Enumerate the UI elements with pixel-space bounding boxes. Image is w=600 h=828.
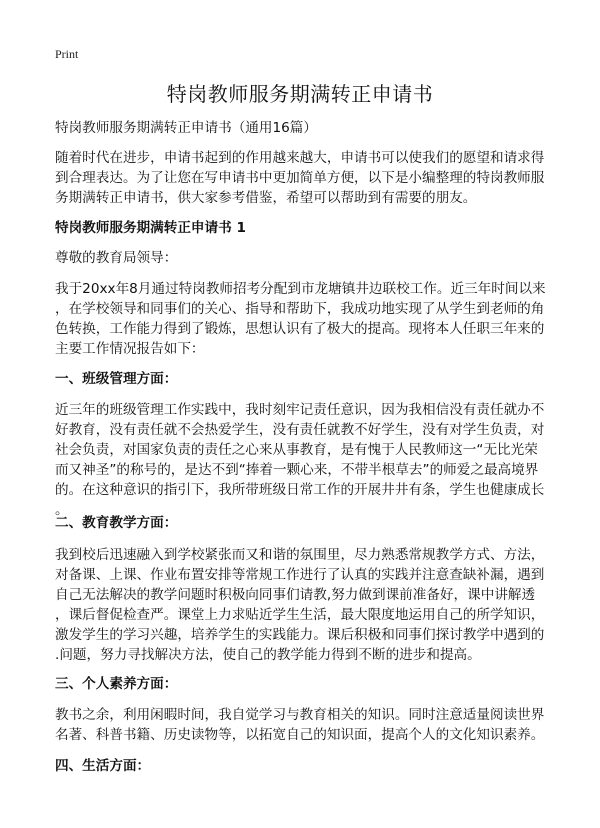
text-line: .问题，努力寻找解决方法，使自己的教学能力得到不断的进步和提高。: [55, 647, 481, 663]
heading-life: [55, 756, 555, 776]
heading-teaching: [55, 513, 555, 533]
heading-text: 四、生活方面：: [55, 758, 151, 774]
paragraph-3: [55, 545, 555, 665]
intro-paragraph: [55, 148, 555, 208]
section-title: [55, 218, 555, 238]
text-line: 我于20xx年8月通过特岗教师招考分配到市龙塘镇井边联校工作。近三年时间以来: [55, 281, 546, 297]
heading-text: 三、个人素养方面：: [55, 676, 178, 692]
print-link[interactable]: Print: [55, 47, 79, 61]
heading-class-management: [55, 369, 555, 389]
heading-text: 一、班级管理方面：: [55, 371, 178, 387]
text-line: 的。在这种意识的指引下，我所带班级日常工作的开展井井有条，学生也健康成长: [55, 482, 545, 498]
heading-text: 二、教育教学方面：: [55, 515, 178, 531]
text-line: 社会负责，对国家负责的责任之心来从事教育，是有愧于人民教师这一“无比光荣: [55, 442, 538, 458]
heading-personal-quality: [55, 674, 555, 694]
text-line: 色转换，工作能力得到了锻炼，思想认识有了极大的提高。现将本人任职三年来的: [55, 321, 545, 337]
text-line: 随着时代在进步，申请书起到的作用越来越大，申请书可以使我们的愿望和请求得: [55, 150, 545, 166]
salutation: [55, 248, 555, 268]
text-line: ，课后督促检查严。课堂上力求贴近学生生活，最大限度地运用自己的所学知识，: [55, 607, 545, 623]
text-line: 而又神圣”的称号的，是达不到“捧着一颗心来，不带半根草去”的师爱之最高境界: [55, 462, 539, 478]
text-line: 对备课、上课、作业布置安排等常规工作进行了认真的实践并注意查缺补漏，遇到: [55, 567, 545, 583]
text-line: 名著、科普书籍、历史读物等，以拓宽自己的知识面，提高个人的文化知识素养。: [55, 727, 545, 743]
section-title-text: 特岗教师服务期满转正申请书 1: [55, 220, 246, 236]
paragraph-2: [55, 400, 555, 520]
text-line: 。: [55, 502, 69, 518]
text-line: 自己无法解决的教学问题时积极向同事们请教,努力做到课前准备好，课中讲解透: [55, 587, 536, 603]
subtitle: [55, 118, 555, 138]
salutation-text: 尊敬的教育局领导：: [55, 250, 178, 266]
paragraph-4: [55, 705, 555, 745]
text-line: 到合理表达。为了让您在写申请书中更加简单方便，以下是小编整理的特岗教师服: [55, 170, 545, 186]
paragraph-1: [55, 279, 555, 359]
subtitle-text: 特岗教师服务期满转正申请书（通用16篇）: [55, 120, 317, 136]
text-line: 教书之余，利用闲暇时间，我自觉学习与教育相关的知识。同时注意适量阅读世界: [55, 707, 545, 723]
text-line: 好教育，没有责任就不会热爱学生，没有责任就教不好学生，没有对学生负责，对: [55, 422, 545, 438]
text-line: 主要工作情况报告如下：: [55, 341, 205, 357]
text-line: 我到校后迅速融入到学校紧张而又和谐的氛围里，尽力熟悉常规教学方式、方法，: [55, 547, 545, 563]
page-title: 特岗教师服务期满转正申请书: [166, 82, 434, 106]
text-line: 务期满转正申请书，供大家参考借鉴，希望可以帮助到有需要的朋友。: [55, 190, 477, 206]
text-line: 近三年的班级管理工作实践中，我时刻牢记责任意识，因为我相信没有责任就办不: [55, 402, 545, 418]
text-line: ，在学校领导和同事们的关心、指导和帮助下，我成功地实现了从学生到老师的角: [55, 301, 545, 317]
text-line: 激发学生的学习兴趣，培养学生的实践能力。课后积极和同事们探讨教学中遇到的: [55, 627, 545, 643]
